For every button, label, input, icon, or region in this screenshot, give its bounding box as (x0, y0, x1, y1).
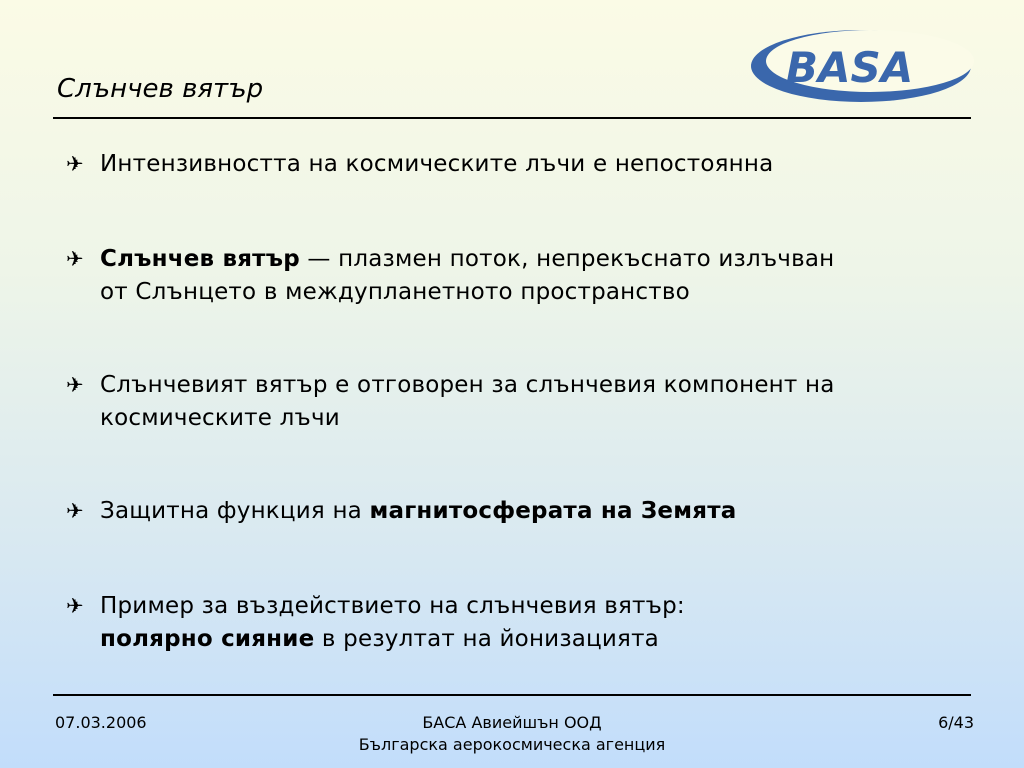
airplane-icon: ✈ (66, 373, 84, 397)
basa-logo (748, 24, 974, 106)
bold-term: Слънчев вятър (100, 246, 300, 272)
airplane-icon: ✈ (66, 152, 84, 176)
bullet-item (66, 243, 946, 309)
page-number: 6/43 (938, 713, 974, 732)
airplane-icon: ✈ (66, 247, 84, 271)
bold-term: магнитосферата на Земята (369, 498, 737, 524)
footer-organization (312, 712, 712, 756)
slide-title: Слънчев вятър (57, 74, 264, 104)
logo-text: BASA (786, 43, 914, 92)
bullet-item (66, 148, 946, 181)
title-divider (53, 117, 971, 119)
bullet-text: Интензивността на космическите лъчи е непостоянна (100, 151, 774, 177)
bullet-item (66, 369, 946, 435)
airplane-icon: ✈ (66, 499, 84, 523)
footer-date: 07.03.2006 (55, 713, 147, 732)
bullet-text: Пример за въздействието на слънчевия вятър: полярно сияние в резултат на йонизацията (100, 593, 685, 652)
bullet-text: Защитна функция на магнитосферата на Земята (100, 498, 737, 524)
bullet-text: Слънчев вятър — плазмен поток, непрекъснато излъчван от Слънцето в междупланетното пространство (100, 246, 835, 305)
bullet-item (66, 590, 946, 656)
footer-divider (53, 694, 971, 696)
bullet-item (66, 495, 946, 528)
bold-term: полярно сияние (100, 626, 315, 652)
airplane-icon: ✈ (66, 594, 84, 618)
footer-agency: Българска аерокосмическа агенция (358, 735, 666, 754)
bullet-text: Слънчевият вятър е отговорен за слънчевия компонент на космическите лъчи (100, 372, 835, 431)
footer-company: БАСА Авиейшън ООД (422, 713, 602, 732)
